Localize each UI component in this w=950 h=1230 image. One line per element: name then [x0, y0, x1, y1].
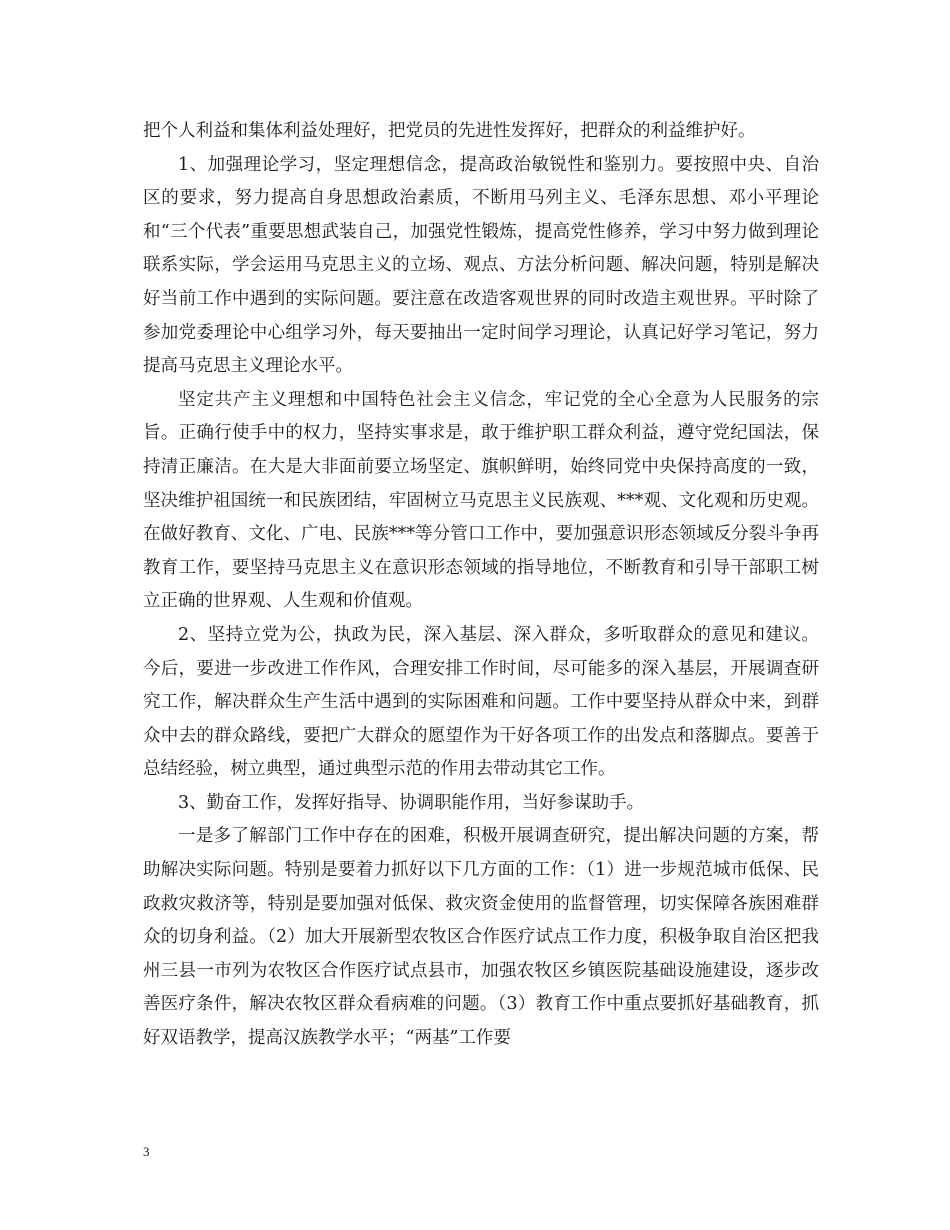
page-number: 3	[143, 1144, 150, 1159]
paragraph-1: 把个人利益和集体利益处理好，把党员的先进性发挥好，把群众的利益维护好。	[143, 121, 756, 141]
paragraph-4: 2、坚持立党为公，执政为民，深入基层、深入群众，多听取群众的意见和建议。今后，要进一步改进工作作风，合理安排工作时间，尽可能多的深入基层，开展调查研究工作，解决群众生产生活中遇到的实际困难和问题。工作中要坚持从群众中来，到群众中去的群众路线，要把广大群众的愿望作为干好各项工作的出发点和落脚点。要善于总结经验，树立典型，通过典型示范的作用去带动其它工作。	[143, 624, 819, 780]
paragraph-2: 1、加强理论学习，坚定理想信念，提高政治敏锐性和鉴别力。要按照中央、自治区的要求，努力提高自身思想政治素质，不断用马列主义、毛泽东思想、邓小平理论和“三个代表”重要思想武装自己，加强党性锻炼，提高党性修养，学习中努力做到理论联系实际，学会运用马克思主义的立场、观点、方法分析问题、解决问题，特别是解决好当前工作中遇到的实际问题。要注意在改造客观世界的同时改造主观世界。平时除了参加党委理论中心组学习外，每天要抽出一定时间学习理论，认真记好学习笔记，努力提高马克思主义理论水平。	[143, 154, 819, 377]
paragraph-5: 3、勤奋工作，发挥好指导、协调职能作用，当好参谋助手。	[178, 792, 645, 813]
paragraph-6: 一是多了解部门工作中存在的困难，积极开展调查研究，提出解决问题的方案，帮助解决实际问题。特别是要着力抓好以下几方面的工作：（1）进一步规范城市低保、民政救灾救济等，特别是要加强对低保、救灾资金使用的监督管理，切实保障各族困难群众的切身利益。（2）加大开展新型农牧区合作医疗试点工作力度，积极争取自治区把我州三县一市列为农牧区合作医疗试点县市，加强农牧区乡镇医院基础设施建设，逐步改善医疗条件，解决农牧区群众看病难的问题。（3）教育工作中重点要抓好基础教育，抓好双语教学，提高汉族教学水平；“两基”工作要	[143, 826, 819, 1049]
paragraph-3: 坚定共产主义理想和中国特色社会主义信念，牢记党的全心全意为人民服务的宗旨。正确行使手中的权力，坚持实事求是，敢于维护职工群众利益，遵守党纪国法，保持清正廉洁。在大是大非面前要立场坚定、旗帜鲜明，始终同党中央保持高度的一致，坚决维护祖国统一和民族团结，牢固树立马克思主义民族观、***观、文化观和历史观。在做好教育、文化、广电、民族***等分管口工作中，要加强意识形态领域反分裂斗争再教育工作，要坚持马克思主义在意识形态领域的指导地位，不断教育和引导干部职工树立正确的世界观、人生观和价值观。	[143, 389, 819, 612]
document-body	[143, 115, 819, 1056]
